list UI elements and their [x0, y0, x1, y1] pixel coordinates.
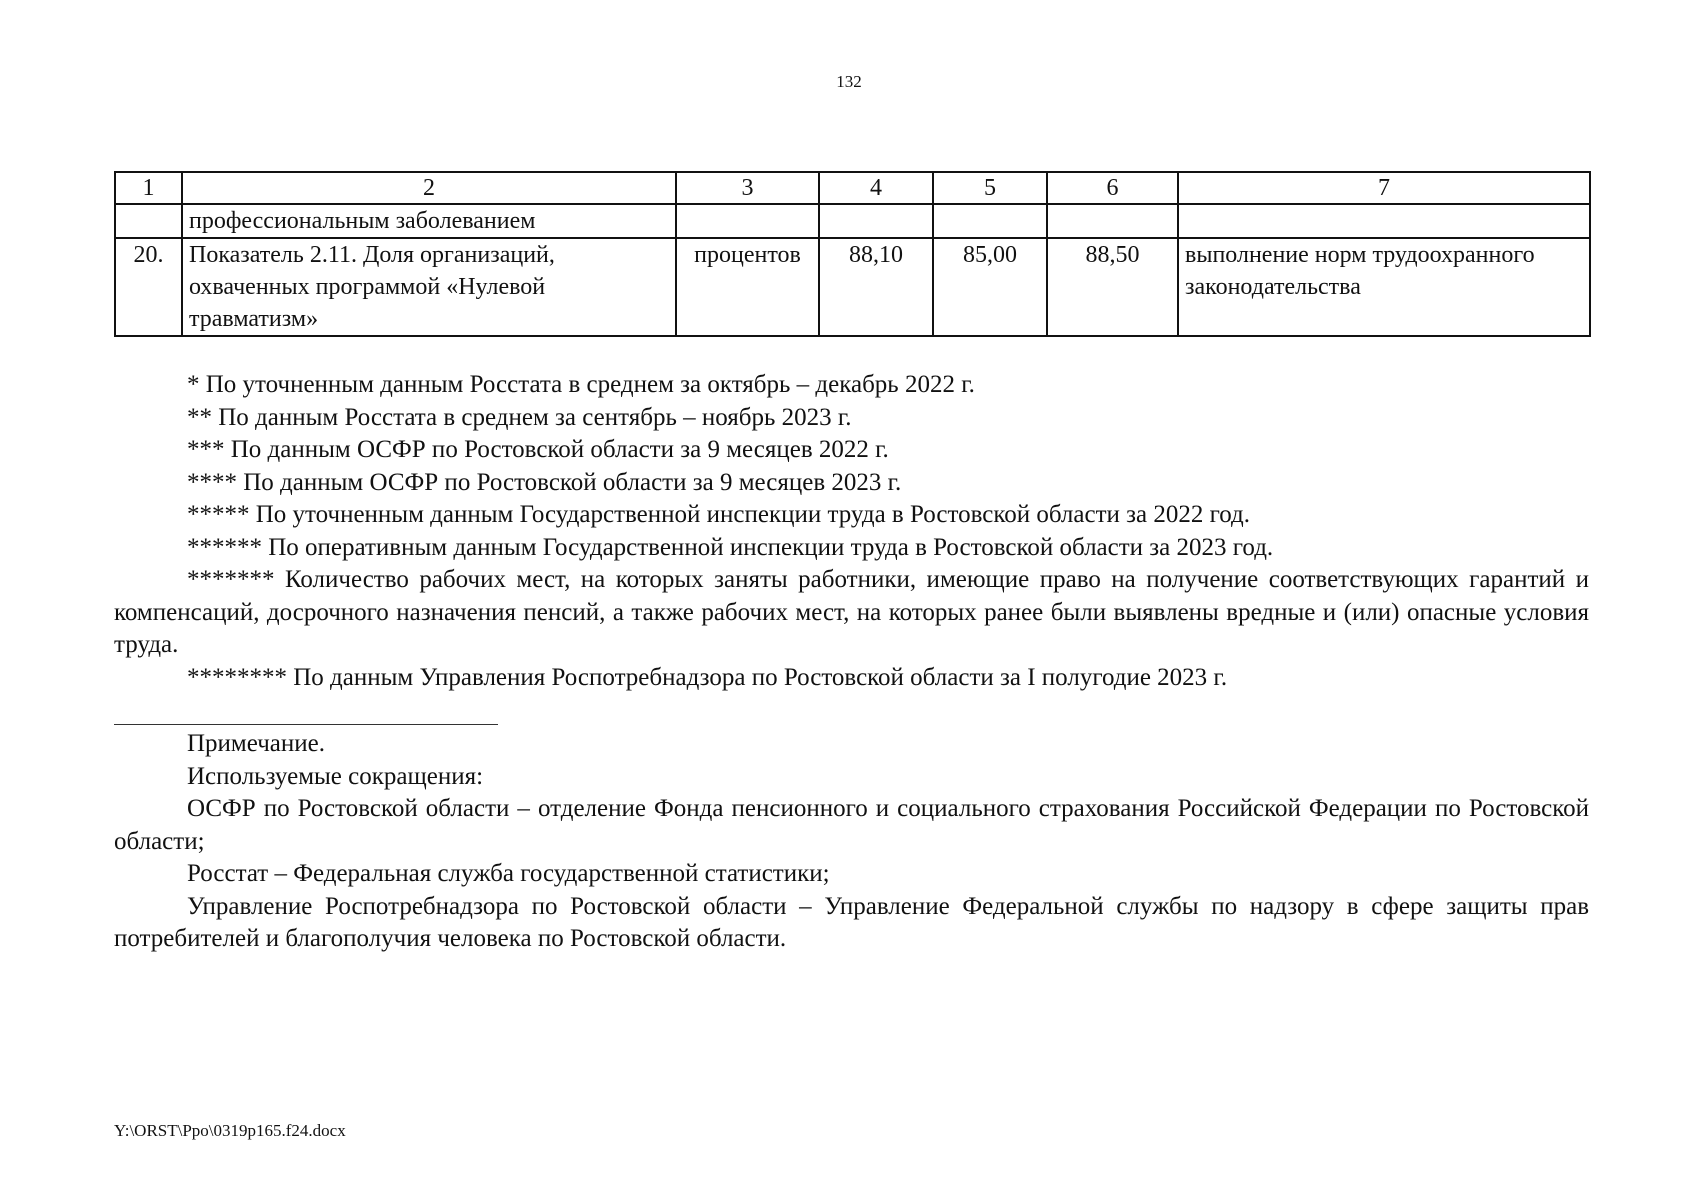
- footnote-6: ****** По оперативным данным Государственной инспекции труда в Ростовской области за 2023 год.: [187, 533, 1274, 561]
- note-cell: [1178, 204, 1590, 238]
- unit-cell: [676, 204, 819, 238]
- table-header-row: [115, 172, 1590, 204]
- footnote-4: **** По данным ОСФР по Ростовской области за 9 месяцев 2023 г.: [187, 468, 902, 496]
- page-number: 132: [836, 72, 862, 91]
- header-cell-1: 1: [115, 172, 182, 204]
- value-col5-cell: 85,00: [933, 238, 1047, 336]
- header-cell-2: 2: [182, 172, 676, 204]
- footnote-8: ******** По данным Управления Роспотребнадзора по Ростовской области за I полугодие 2023 г.: [187, 663, 1228, 691]
- value-col4-cell: [819, 204, 933, 238]
- header-cell-4: 4: [819, 172, 933, 204]
- file-path: Y:\ORST\Ppo\0319p165.f24.docx: [114, 1121, 346, 1140]
- indicator-name-cell: Показатель 2.11. Доля организаций, охваченных программой «Нулевой травматизм»: [182, 238, 676, 336]
- value-col4-cell: 88,10: [819, 238, 933, 336]
- notes-section: [114, 728, 1589, 956]
- header-cell-6: 6: [1047, 172, 1178, 204]
- footnote-7: ******* Количество рабочих мест, на которых заняты работники, имеющие право на получение соответствующих гарантий и компенсаций, досрочного назначения пенсий, а также рабочих мест, на которых ранее были выявлены вредные и (или) опасные условия труда.: [114, 566, 1589, 658]
- row-number-cell: [115, 204, 182, 238]
- header-cell-7: 7: [1178, 172, 1590, 204]
- footnote-5: ***** По уточненным данным Государственной инспекции труда в Ростовской области за 2022 год.: [187, 501, 1251, 528]
- row-number-cell: 20.: [115, 238, 182, 336]
- unit-cell: процентов: [676, 238, 819, 336]
- table-row: [115, 238, 1590, 336]
- value-col6-cell: 88,50: [1047, 238, 1178, 336]
- header-cell-5: 5: [933, 172, 1047, 204]
- footnote-divider: [114, 724, 498, 725]
- value-col6-cell: [1047, 204, 1178, 238]
- notes-subtitle: Используемые сокращения:: [187, 762, 484, 790]
- abbreviation-rospotrebnadzor: Управление Роспотребнадзора по Ростовской области – Управление Федеральной службы по надзору в сфере защиты прав потребителей и благополучия человека по Ростовской области.: [114, 892, 1589, 952]
- abbreviation-rosstat: Росстат – Федеральная служба государственной статистики;: [187, 860, 830, 887]
- header-cell-3: 3: [676, 172, 819, 204]
- note-cell: выполнение норм трудоохранного законодательства: [1178, 238, 1590, 336]
- footnote-3: *** По данным ОСФР по Ростовской области за 9 месяцев 2022 г.: [187, 436, 889, 463]
- indicators-table: [114, 171, 1591, 337]
- abbreviation-osfr: ОСФР по Ростовской области – отделение Фонда пенсионного и социального страхования Российской Федерации по Ростовской области;: [114, 795, 1589, 855]
- footnote-2: ** По данным Росстата в среднем за сентябрь – ноябрь 2023 г.: [187, 403, 852, 431]
- footnote-1: * По уточненным данным Росстата в среднем за октябрь – декабрь 2022 г.: [187, 371, 975, 398]
- table-row-continuation: [115, 204, 1590, 238]
- notes-title: Примечание.: [187, 730, 326, 757]
- indicator-name-cell: профессиональным заболеванием: [182, 204, 676, 238]
- value-col5-cell: [933, 204, 1047, 238]
- footnotes: [114, 369, 1589, 694]
